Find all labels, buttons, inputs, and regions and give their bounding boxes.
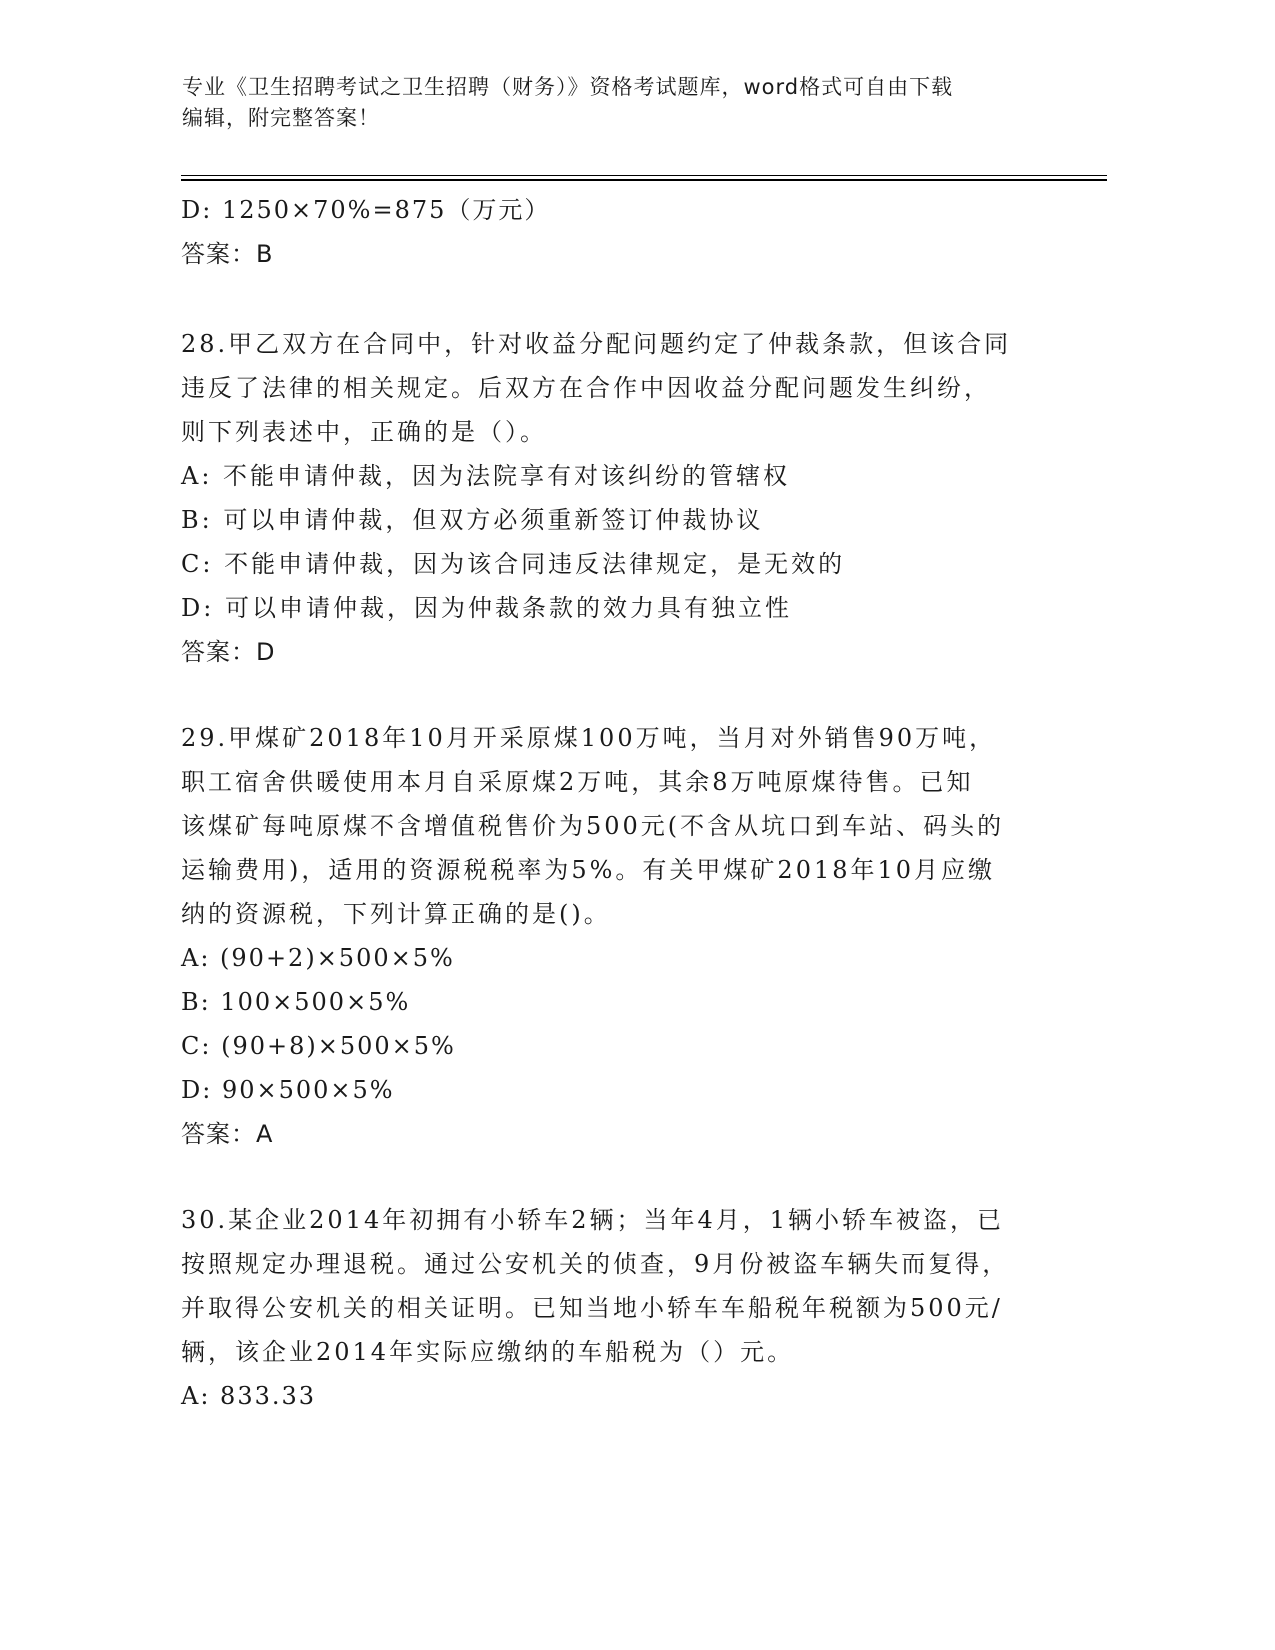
header-line-2: 编辑，附完整答案！	[182, 106, 380, 130]
header-divider-thick	[181, 179, 1107, 181]
header-divider-thin	[181, 175, 1107, 176]
question-28	[181, 322, 1061, 674]
question-29-line: 该煤矿每吨原煤不含增值税售价为500元(不含从坑口到车站、码头的	[181, 812, 1005, 840]
question-29-answer: 答案：A	[181, 1120, 274, 1148]
question-29-option-a: A: (90+2)×500×5%	[181, 944, 455, 972]
question-30-line: 按照规定办理退税。通过公安机关的侦查，9月份被盗车辆失而复得，	[181, 1250, 1010, 1278]
question-28-option-a: A: 不能申请仲裁，因为法院享有对该纠纷的管辖权	[181, 462, 791, 490]
question-29-line: 运输费用)，适用的资源税税率为5%。有关甲煤矿2018年10月应缴	[181, 856, 996, 884]
spacer	[181, 276, 1061, 322]
document-header	[182, 72, 1062, 134]
question-content	[181, 188, 1061, 1418]
question-28-line: 28.甲乙双方在合同中，针对收益分配问题约定了仲裁条款，但该合同	[181, 330, 1012, 358]
question-29-option-b: B: 100×500×5%	[181, 988, 411, 1016]
header-line-1: 专业《卫生招聘考试之卫生招聘（财务）》资格考试题库，word格式可自由下载	[182, 75, 954, 99]
spacer	[181, 1156, 1061, 1198]
question-28-answer: 答案：D	[181, 638, 276, 666]
prev-option-d: D: 1250×70%=875（万元）	[181, 196, 551, 224]
question-28-option-c: C: 不能申请仲裁，因为该合同违反法律规定，是无效的	[181, 550, 846, 578]
question-29	[181, 716, 1061, 1156]
spacer	[181, 674, 1061, 716]
question-30	[181, 1198, 1061, 1418]
question-29-line: 纳的资源税，下列计算正确的是()。	[181, 900, 611, 928]
question-28-line: 违反了法律的相关规定。后双方在合作中因收益分配问题发生纠纷，	[181, 374, 991, 402]
question-30-line: 辆，该企业2014年实际应缴纳的车船税为（）元。	[181, 1338, 795, 1366]
question-29-option-d: D: 90×500×5%	[181, 1076, 395, 1104]
question-30-line: 30.某企业2014年初拥有小轿车2辆；当年4月，1辆小轿车被盗，已	[181, 1206, 1005, 1234]
prev-answer: 答案：B	[181, 240, 274, 268]
question-29-line: 职工宿舍供暖使用本月自采原煤2万吨，其余8万吨原煤待售。已知	[181, 768, 974, 796]
question-28-option-b: B: 可以申请仲裁，但双方必须重新签订仲裁协议	[181, 506, 764, 534]
question-30-line: 并取得公安机关的相关证明。已知当地小轿车车船税年税额为500元/	[181, 1294, 1003, 1322]
question-30-option-a: A: 833.33	[181, 1382, 317, 1410]
question-29-option-c: C: (90+8)×500×5%	[181, 1032, 456, 1060]
question-28-option-d: D: 可以申请仲裁，因为仲裁条款的效力具有独立性	[181, 594, 792, 622]
question-28-line: 则下列表述中，正确的是（）。	[181, 418, 547, 446]
question-29-line: 29.甲煤矿2018年10月开采原煤100万吨，当月对外销售90万吨，	[181, 724, 997, 752]
